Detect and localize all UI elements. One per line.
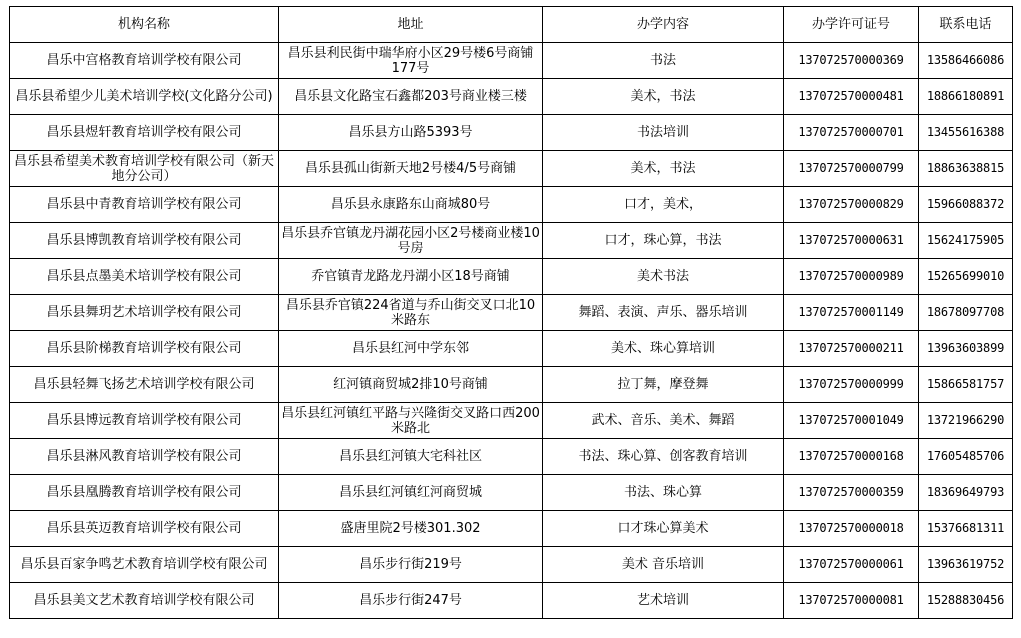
institution-name-cell: 昌乐县阶梯教育培训学校有限公司 xyxy=(10,331,279,367)
institution-name-cell: 昌乐县希望美术教育培训学校有限公司（新天地分公司） xyxy=(10,151,279,187)
phone-cell: 13963619752 xyxy=(919,547,1013,583)
address-cell: 红河镇商贸城2排10号商铺 xyxy=(279,367,543,403)
header-address: 地址 xyxy=(279,7,543,43)
header-row xyxy=(10,7,1013,43)
institution-name-cell: 昌乐县希望少儿美术培训学校(文化路分公司) xyxy=(10,79,279,115)
phone-cell: 18369649793 xyxy=(919,475,1013,511)
institution-name-cell: 昌乐县博远教育培训学校有限公司 xyxy=(10,403,279,439)
header-institution-name: 机构名称 xyxy=(10,7,279,43)
license-number-cell: 137072570000211 xyxy=(784,331,919,367)
table-header xyxy=(10,7,1013,43)
license-number-cell: 137072570000168 xyxy=(784,439,919,475)
table-row xyxy=(10,583,1013,619)
license-number-cell: 137072570000989 xyxy=(784,259,919,295)
table-row xyxy=(10,151,1013,187)
table-row xyxy=(10,187,1013,223)
license-number-cell: 137072570001049 xyxy=(784,403,919,439)
course-content-cell: 口才珠心算美术 xyxy=(543,511,784,547)
table-row xyxy=(10,259,1013,295)
table-row xyxy=(10,439,1013,475)
address-cell: 昌乐步行街219号 xyxy=(279,547,543,583)
license-number-cell: 137072570000369 xyxy=(784,43,919,79)
table-row xyxy=(10,403,1013,439)
license-number-cell: 137072570000481 xyxy=(784,79,919,115)
address-cell: 昌乐县红河镇红平路与兴隆街交叉路口西200米路北 xyxy=(279,403,543,439)
address-cell: 昌乐步行街247号 xyxy=(279,583,543,619)
institution-name-cell: 昌乐县中青教育培训学校有限公司 xyxy=(10,187,279,223)
table-row xyxy=(10,547,1013,583)
table-row xyxy=(10,223,1013,259)
header-phone: 联系电话 xyxy=(919,7,1013,43)
phone-cell: 17605485706 xyxy=(919,439,1013,475)
address-cell: 昌乐县乔官镇龙丹湖花园小区2号楼商业楼10号房 xyxy=(279,223,543,259)
phone-cell: 13455616388 xyxy=(919,115,1013,151)
phone-cell: 15376681311 xyxy=(919,511,1013,547)
institution-name-cell: 昌乐县淋风教育培训学校有限公司 xyxy=(10,439,279,475)
course-content-cell: 舞蹈、表演、声乐、器乐培训 xyxy=(543,295,784,331)
address-cell: 乔官镇青龙路龙丹湖小区18号商铺 xyxy=(279,259,543,295)
institution-name-cell: 昌乐县凰腾教育培训学校有限公司 xyxy=(10,475,279,511)
license-number-cell: 137072570000799 xyxy=(784,151,919,187)
address-cell: 盛唐里院2号楼301.302 xyxy=(279,511,543,547)
address-cell: 昌乐县红河中学东邻 xyxy=(279,331,543,367)
header-license-number: 办学许可证号 xyxy=(784,7,919,43)
license-number-cell: 137072570001149 xyxy=(784,295,919,331)
course-content-cell: 艺术培训 xyxy=(543,583,784,619)
license-number-cell: 137072570000999 xyxy=(784,367,919,403)
institution-name-cell: 昌乐县轻舞飞扬艺术培训学校有限公司 xyxy=(10,367,279,403)
license-number-cell: 137072570000701 xyxy=(784,115,919,151)
license-number-cell: 137072570000061 xyxy=(784,547,919,583)
table-body xyxy=(10,43,1013,619)
header-course-content: 办学内容 xyxy=(543,7,784,43)
table-row xyxy=(10,511,1013,547)
license-number-cell: 137072570000359 xyxy=(784,475,919,511)
institution-name-cell: 昌乐县舞玥艺术培训学校有限公司 xyxy=(10,295,279,331)
license-number-cell: 137072570000081 xyxy=(784,583,919,619)
address-cell: 昌乐县永康路东山商城80号 xyxy=(279,187,543,223)
course-content-cell: 口才，珠心算，书法 xyxy=(543,223,784,259)
phone-cell: 18866180891 xyxy=(919,79,1013,115)
course-content-cell: 美术、珠心算培训 xyxy=(543,331,784,367)
course-content-cell: 书法培训 xyxy=(543,115,784,151)
table-row xyxy=(10,367,1013,403)
license-number-cell: 137072570000018 xyxy=(784,511,919,547)
address-cell: 昌乐县方山路5393号 xyxy=(279,115,543,151)
table-row xyxy=(10,79,1013,115)
table-row xyxy=(10,331,1013,367)
course-content-cell: 美术，书法 xyxy=(543,79,784,115)
phone-cell: 18678097708 xyxy=(919,295,1013,331)
license-number-cell: 137072570000829 xyxy=(784,187,919,223)
table-row xyxy=(10,115,1013,151)
address-cell: 昌乐县利民街中瑞华府小区29号楼6号商铺177号 xyxy=(279,43,543,79)
institution-name-cell: 昌乐中宫格教育培训学校有限公司 xyxy=(10,43,279,79)
course-content-cell: 美术，书法 xyxy=(543,151,784,187)
phone-cell: 15966088372 xyxy=(919,187,1013,223)
course-content-cell: 书法 xyxy=(543,43,784,79)
phone-cell: 15866581757 xyxy=(919,367,1013,403)
institution-name-cell: 昌乐县百家争鸣艺术教育培训学校有限公司 xyxy=(10,547,279,583)
address-cell: 昌乐县孤山街新天地2号楼4/5号商铺 xyxy=(279,151,543,187)
institution-table xyxy=(9,6,1013,619)
institution-name-cell: 昌乐县点墨美术培训学校有限公司 xyxy=(10,259,279,295)
address-cell: 昌乐县红河镇大宅科社区 xyxy=(279,439,543,475)
institution-name-cell: 昌乐县英迈教育培训学校有限公司 xyxy=(10,511,279,547)
course-content-cell: 书法、珠心算、创客教育培训 xyxy=(543,439,784,475)
course-content-cell: 美术 音乐培训 xyxy=(543,547,784,583)
address-cell: 昌乐县文化路宝石鑫都203号商业楼三楼 xyxy=(279,79,543,115)
institution-table-wrapper xyxy=(9,6,1013,619)
license-number-cell: 137072570000631 xyxy=(784,223,919,259)
institution-name-cell: 昌乐县博凯教育培训学校有限公司 xyxy=(10,223,279,259)
institution-name-cell: 昌乐县煜轩教育培训学校有限公司 xyxy=(10,115,279,151)
table-row xyxy=(10,475,1013,511)
address-cell: 昌乐县红河镇红河商贸城 xyxy=(279,475,543,511)
phone-cell: 13963603899 xyxy=(919,331,1013,367)
phone-cell: 15265699010 xyxy=(919,259,1013,295)
phone-cell: 13721966290 xyxy=(919,403,1013,439)
course-content-cell: 口才，美术， xyxy=(543,187,784,223)
course-content-cell: 书法、珠心算 xyxy=(543,475,784,511)
course-content-cell: 拉丁舞，摩登舞 xyxy=(543,367,784,403)
phone-cell: 15624175905 xyxy=(919,223,1013,259)
course-content-cell: 武术、音乐、美术、舞蹈 xyxy=(543,403,784,439)
address-cell: 昌乐县乔官镇224省道与乔山街交叉口北10米路东 xyxy=(279,295,543,331)
table-row xyxy=(10,295,1013,331)
phone-cell: 18863638815 xyxy=(919,151,1013,187)
table-row xyxy=(10,43,1013,79)
phone-cell: 15288830456 xyxy=(919,583,1013,619)
course-content-cell: 美术书法 xyxy=(543,259,784,295)
phone-cell: 13586466086 xyxy=(919,43,1013,79)
institution-name-cell: 昌乐县美文艺术教育培训学校有限公司 xyxy=(10,583,279,619)
